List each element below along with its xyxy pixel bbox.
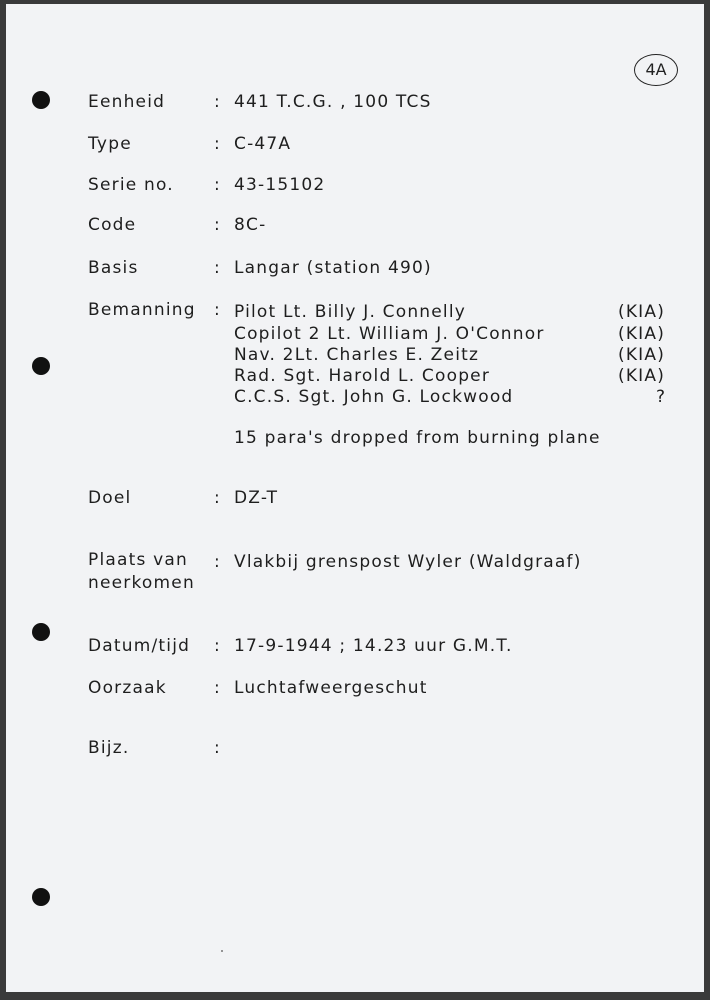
crew-status: (KIA) bbox=[618, 324, 666, 344]
field-label-oorzaak: Oorzaak bbox=[88, 678, 167, 698]
crew-note: 15 para's dropped from burning plane bbox=[234, 428, 601, 448]
field-colon: : bbox=[214, 258, 221, 278]
field-colon: : bbox=[214, 215, 221, 235]
field-colon: : bbox=[214, 300, 221, 320]
crew-member: Rad. Sgt. Harold L. Cooper bbox=[234, 366, 491, 386]
punch-hole bbox=[32, 91, 50, 109]
field-value-code: 8C- bbox=[234, 215, 267, 235]
field-colon: : bbox=[214, 636, 221, 656]
field-label-bijz: Bijz. bbox=[88, 738, 130, 758]
field-label-type: Type bbox=[88, 134, 132, 154]
field-colon: : bbox=[214, 175, 221, 195]
field-value-type: C-47A bbox=[234, 134, 292, 154]
crew-status: (KIA) bbox=[618, 345, 666, 365]
field-label-plaats: Plaats van bbox=[88, 550, 188, 570]
field-value-eenheid: 441 T.C.G. , 100 TCS bbox=[234, 92, 432, 112]
field-colon: : bbox=[214, 488, 221, 508]
field-value-oorzaak: Luchtafweergeschut bbox=[234, 678, 428, 698]
crew-member: Pilot Lt. Billy J. Connelly bbox=[234, 302, 467, 322]
crew-status: (KIA) bbox=[618, 302, 666, 322]
field-value-basis: Langar (station 490) bbox=[234, 258, 432, 278]
punch-hole bbox=[32, 357, 50, 375]
crew-member: Nav. 2Lt. Charles E. Zeitz bbox=[234, 345, 480, 365]
field-label-eenheid: Eenheid bbox=[88, 92, 166, 112]
field-label-datum: Datum/tijd bbox=[88, 636, 191, 656]
field-value-doel: DZ-T bbox=[234, 488, 279, 508]
field-colon: : bbox=[214, 738, 221, 758]
page-number: 4A bbox=[634, 54, 678, 86]
field-label-doel: Doel bbox=[88, 488, 132, 508]
field-value-datum: 17-9-1944 ; 14.23 uur G.M.T. bbox=[234, 636, 513, 656]
punch-hole bbox=[32, 888, 50, 906]
crew-member: C.C.S. Sgt. John G. Lockwood bbox=[234, 387, 514, 407]
field-label-basis: Basis bbox=[88, 258, 139, 278]
paper-speck bbox=[221, 950, 223, 952]
field-colon: : bbox=[214, 552, 221, 572]
document-sheet bbox=[6, 4, 704, 992]
crew-status: ? bbox=[656, 387, 667, 407]
crew-status: (KIA) bbox=[618, 366, 666, 386]
field-label-plaats-line2: neerkomen bbox=[88, 573, 195, 593]
field-value-plaats: Vlakbij grenspost Wyler (Waldgraaf) bbox=[234, 552, 582, 572]
punch-hole bbox=[32, 623, 50, 641]
field-label-serie: Serie no. bbox=[88, 175, 174, 195]
field-colon: : bbox=[214, 92, 221, 112]
field-label-code: Code bbox=[88, 215, 137, 235]
field-colon: : bbox=[214, 678, 221, 698]
field-label-bemanning: Bemanning bbox=[88, 300, 196, 320]
field-colon: : bbox=[214, 134, 221, 154]
field-value-serie: 43-15102 bbox=[234, 175, 326, 195]
crew-member: Copilot 2 Lt. William J. O'Connor bbox=[234, 324, 545, 344]
